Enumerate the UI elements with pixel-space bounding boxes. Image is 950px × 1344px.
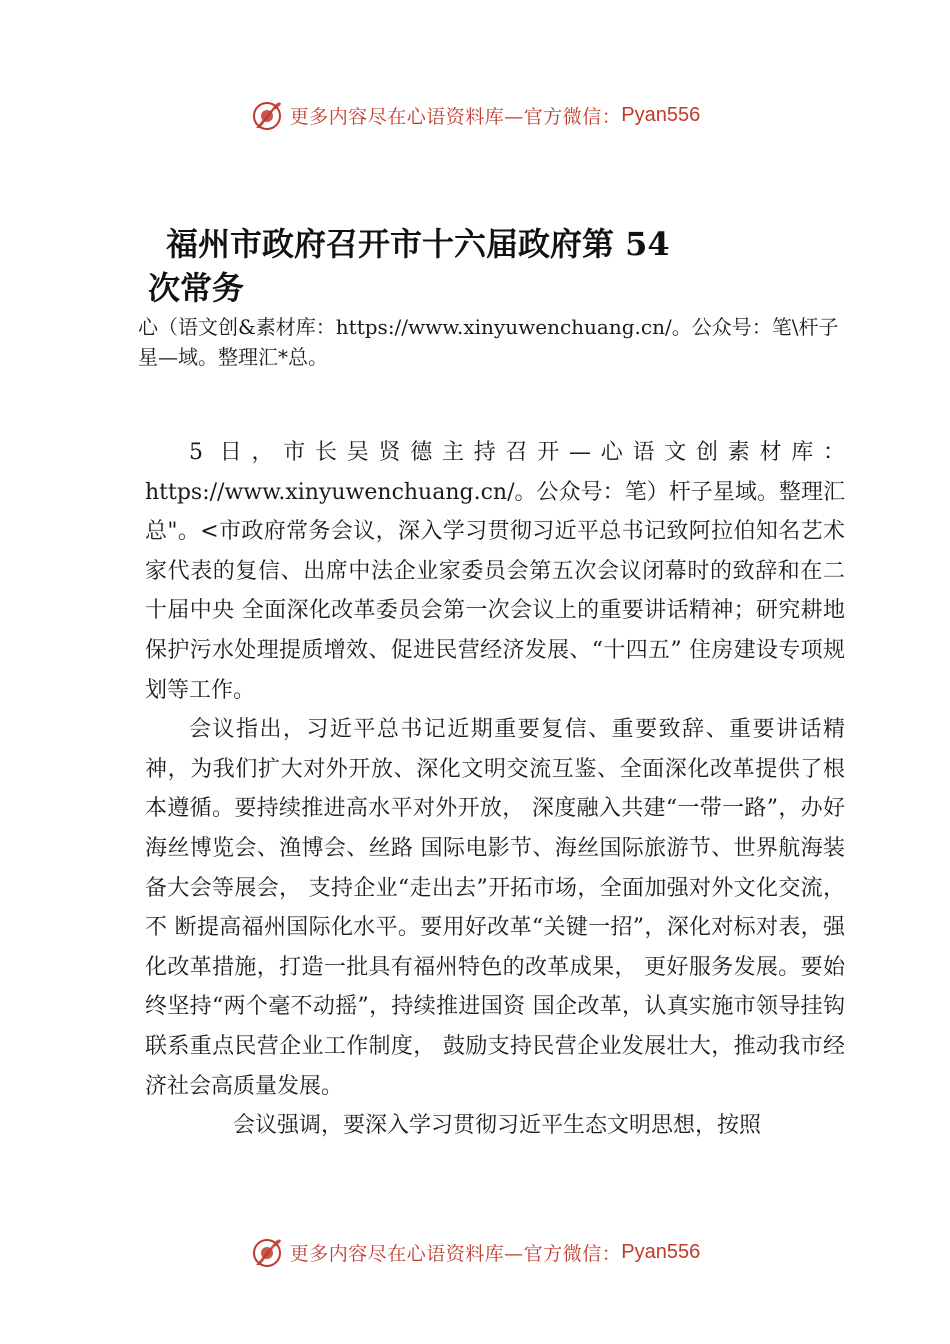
body-paragraph: 会议强调，要深入学习贯彻习近平生态文明思想，按照 <box>233 1113 762 1139</box>
watermark-wechat-id: Pyan556 <box>621 1240 701 1263</box>
watermark-wechat-id: Pyan556 <box>621 103 701 126</box>
body-paragraph: 会议指出，习近平总书记近期重要复信、重要致辞、重要讲话精神，为我们扩大对外开放、深化文明交流互鉴、全面深化改革提供了根本遵循。要持续推进高水平对外开放， 深度融入共建“一带一路”，办好海丝博览会、渔博会、丝路 国际电影节、海丝国际旅游节、世界航海装备大会等展会， 支持企业“走出去”开拓市场，全面加强对外文化交流，不 断提高福州国际化水平。要用好改革“关键一招”，深化对标对表，强化改革措施，打造一批具有福州特色的改革成果， 更好服务发展。要始终坚持“两个毫不动摇”，持续推进国资 国企改革，认真实施市领导挂钩联系重点民营企业工作制度， 鼓励支持民营企业发展壮大，推动我市经济社会高质量发展。 <box>145 717 845 1099</box>
document-title-line-2: 次常务 <box>148 269 245 307</box>
header-watermark-banner <box>0 95 950 135</box>
document-body <box>145 433 845 1146</box>
footer-watermark-banner <box>0 1232 950 1272</box>
body-paragraph: 5 日，市长吴贤德主持召开—心语文创素材库：https://www.xinyuwenchuang.cn/。公众号：笔）杆子星域。整理汇总"。<市政府常务会议，深入学习贯彻习近平总书记致阿拉伯知名艺术家代表的复信、出席中法企业家委员会第五次会议闭幕时的致辞和在二十届中央 全面深化改革委员会第一次会议上的重要讲话精神；研究耕地保护污水处理提质增效、促进民营经济发展、“十四五” 住房建设专项规划等工作。 <box>145 440 845 703</box>
watermark-text: 更多内容尽在心语资料库—官方微信： <box>289 105 622 128</box>
quill-seal-icon <box>250 98 284 132</box>
watermark-text: 更多内容尽在心语资料库—官方微信： <box>289 1242 622 1265</box>
quill-seal-icon <box>250 1235 284 1269</box>
document-title-line-1: 福州市政府召开市十六届政府第 54 <box>166 225 670 263</box>
source-note: 心（语文创&素材库：https://www.xinyuwenchuang.cn/。公众号：笔\杆子星—域。整理汇*总。 <box>138 315 839 369</box>
document-title <box>148 222 788 310</box>
